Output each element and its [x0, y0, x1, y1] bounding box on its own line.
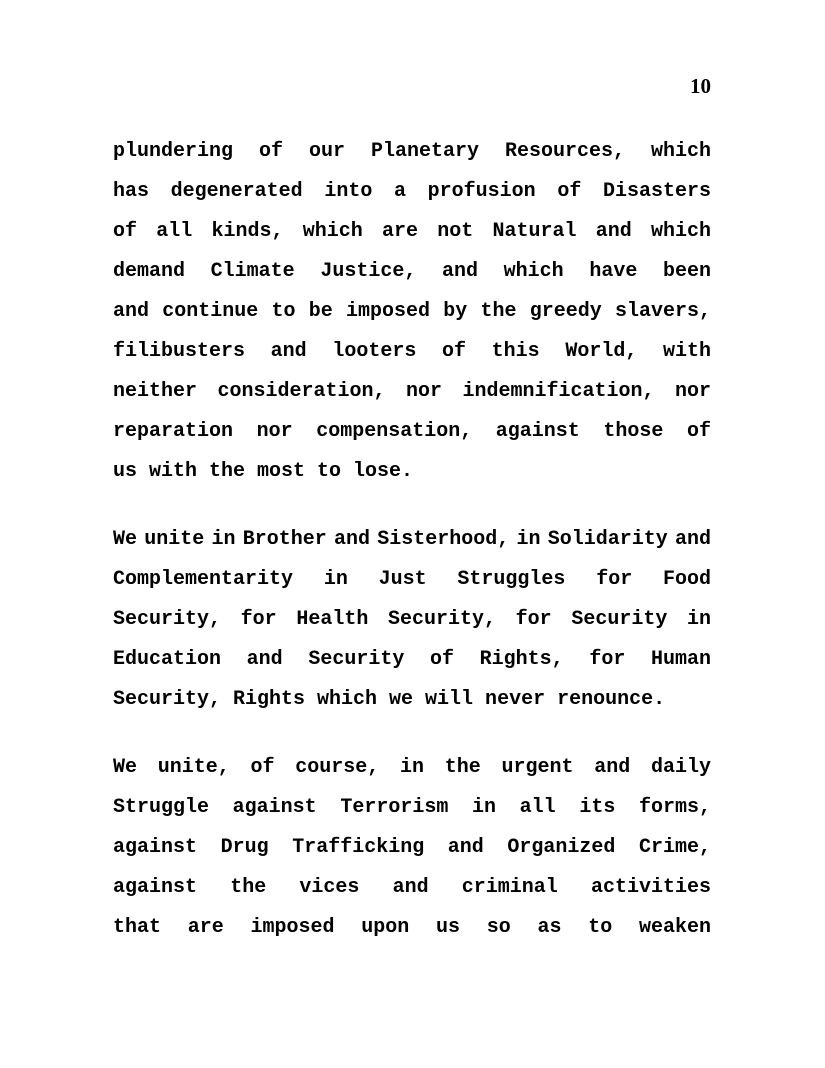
text-line: Struggle against Terrorism in all its forms,: [113, 796, 711, 819]
text-line: us with the most to lose.: [113, 460, 414, 483]
text-line: plundering of our Planetary Resources, which: [113, 140, 711, 163]
text-line: against Drug Trafficking and Organized Crime,: [113, 836, 711, 859]
text-line: of all kinds, which are not Natural and which: [113, 220, 711, 243]
text-line: has degenerated into a profusion of Disasters: [113, 180, 711, 203]
text-line: that are imposed upon us so as to weaken: [113, 916, 711, 939]
text-line: reparation nor compensation, against those of: [113, 420, 711, 443]
paragraph: [113, 748, 711, 948]
text-line: demand Climate Justice, and which have been: [113, 260, 711, 283]
text-line: and continue to be imposed by the greedy slavers,: [113, 300, 711, 323]
text-line: neither consideration, nor indemnification, nor: [113, 380, 711, 403]
text-line: against the vices and criminal activities: [113, 876, 711, 899]
document-body: [113, 132, 711, 948]
text-line: We unite, of course, in the urgent and daily: [113, 756, 711, 779]
paragraph: [113, 520, 711, 720]
paragraph: [113, 132, 711, 492]
page-number: 10: [690, 74, 711, 98]
text-line: Security, for Health Security, for Security in: [113, 608, 711, 631]
text-line: We unite in Brother and Sisterhood, in Solidarity and: [113, 528, 711, 551]
text-line: Security, Rights which we will never renounce.: [113, 688, 666, 711]
text-line: filibusters and looters of this World, with: [113, 340, 711, 363]
text-line: Complementarity in Just Struggles for Food: [113, 568, 711, 591]
text-line: Education and Security of Rights, for Human: [113, 648, 711, 671]
